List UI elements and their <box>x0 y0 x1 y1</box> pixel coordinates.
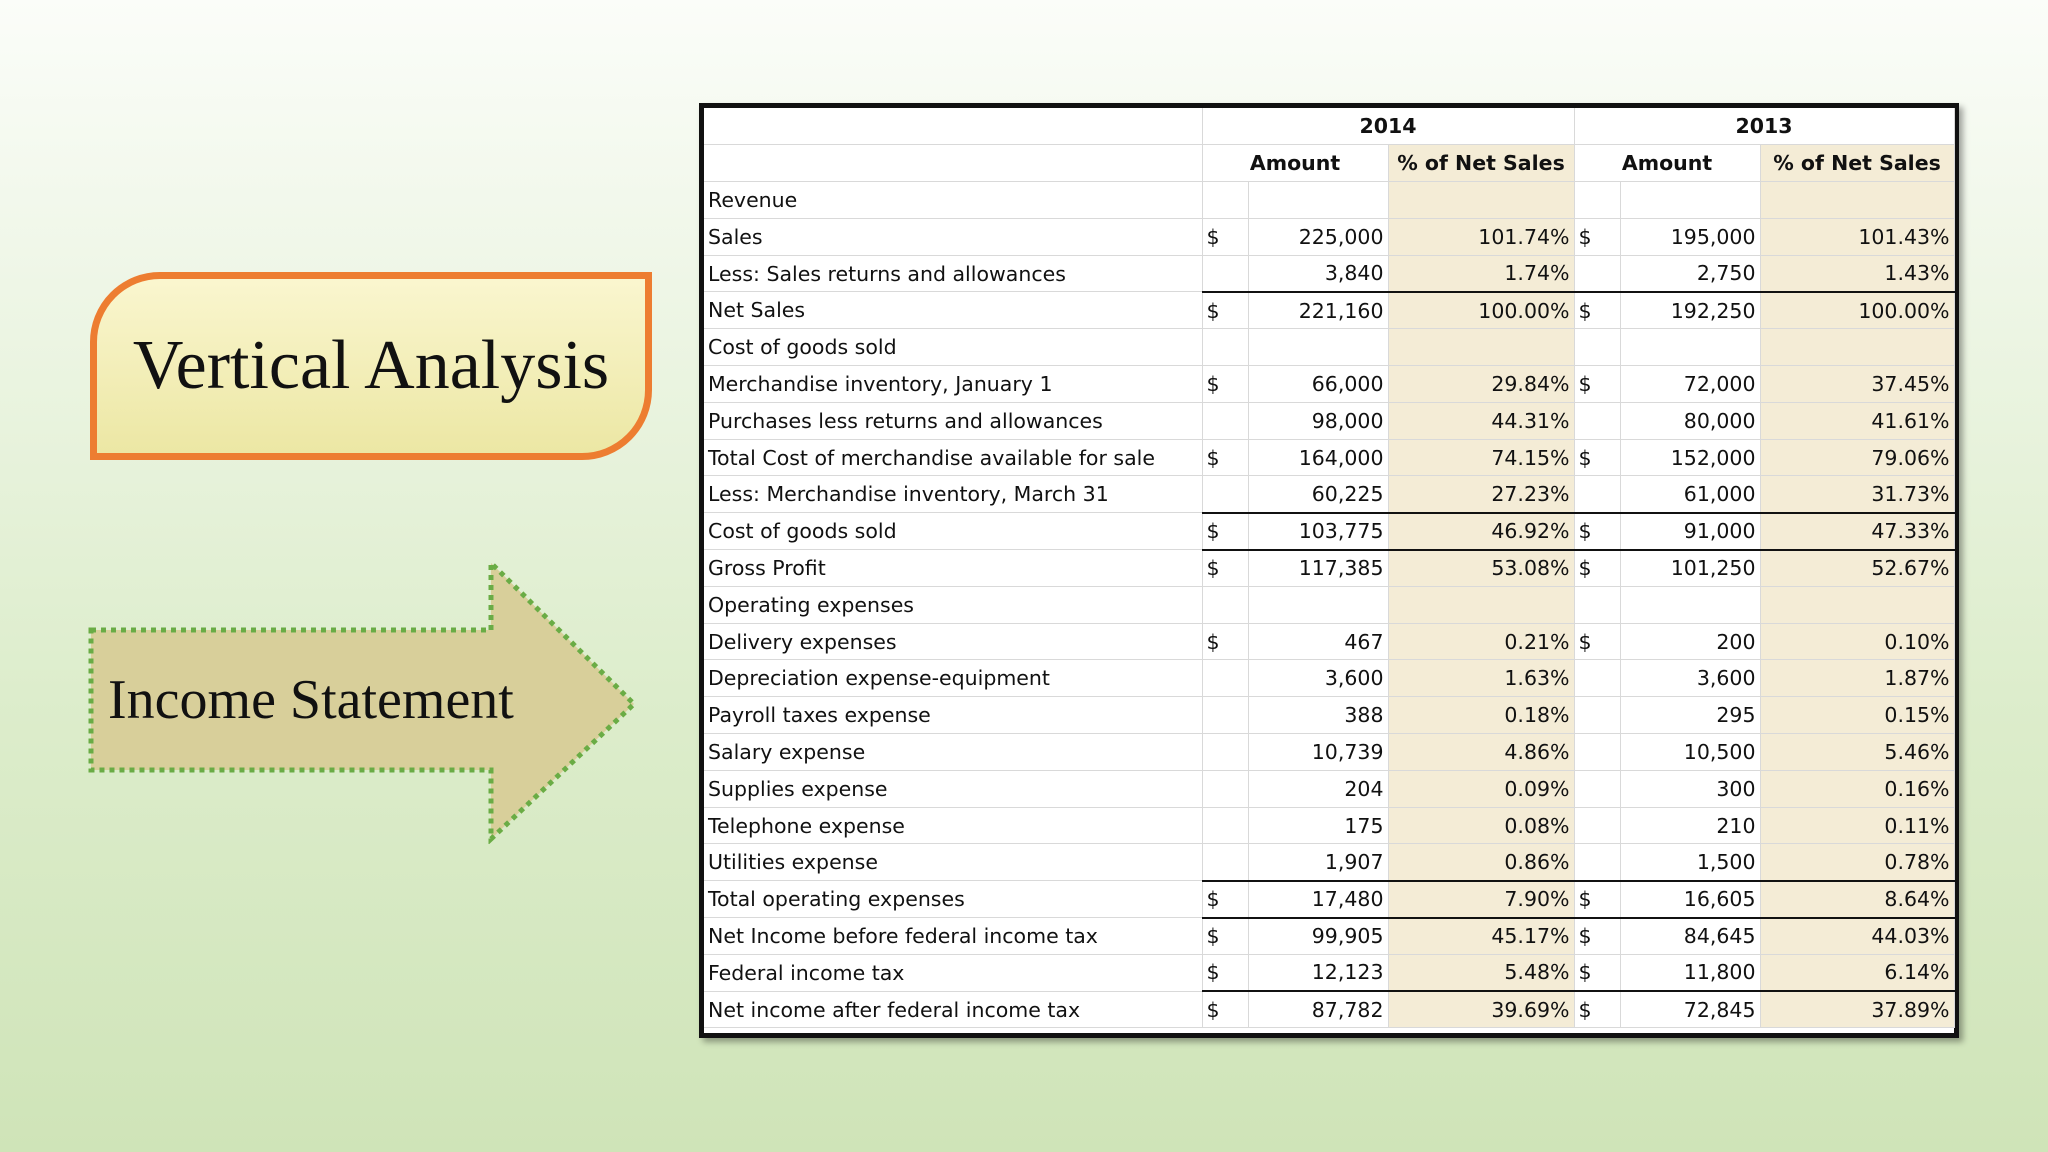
amount-2014: 87,782 <box>1248 991 1388 1028</box>
table-row <box>704 402 1954 439</box>
dollar-cell <box>1574 586 1620 623</box>
amount-2013: 295 <box>1620 697 1760 734</box>
pct-net-sales-2013: 8.64% <box>1760 881 1954 918</box>
dollar-sign-2013 <box>1574 255 1620 292</box>
row-label: Net Income before federal income tax <box>704 918 1202 955</box>
amount-header: Amount <box>1202 145 1388 182</box>
header-row-years <box>704 108 1954 145</box>
row-label: Cost of goods sold <box>704 329 1202 366</box>
pct-cell <box>1760 329 1954 366</box>
amount-2013: 61,000 <box>1620 476 1760 513</box>
row-label: Purchases less returns and allowances <box>704 402 1202 439</box>
table-row <box>704 807 1954 844</box>
pct-net-sales-2014: 44.31% <box>1388 402 1574 439</box>
table-row <box>704 660 1954 697</box>
callout-title: Vertical Analysis <box>132 327 610 404</box>
amount-cell <box>1248 182 1388 219</box>
row-label: Utilities expense <box>704 844 1202 881</box>
amount-2014: 103,775 <box>1248 513 1388 550</box>
pct-net-sales-2014: 0.21% <box>1388 623 1574 660</box>
dollar-sign-2013 <box>1574 807 1620 844</box>
amount-2013: 72,000 <box>1620 366 1760 403</box>
row-label: Total Cost of merchandise available for sale <box>704 439 1202 476</box>
row-label: Supplies expense <box>704 770 1202 807</box>
amount-2013: 195,000 <box>1620 218 1760 255</box>
dollar-sign-2014: $ <box>1202 881 1248 918</box>
dollar-sign-2013: $ <box>1574 918 1620 955</box>
pct-net-sales-2014: 100.00% <box>1388 292 1574 329</box>
amount-2014: 66,000 <box>1248 366 1388 403</box>
dollar-sign-2013: $ <box>1574 991 1620 1028</box>
amount-2013: 11,800 <box>1620 954 1760 991</box>
table-row <box>704 255 1954 292</box>
year-header-2014: 2014 <box>1202 108 1574 145</box>
vertical-analysis-table <box>704 108 1955 1028</box>
pct-header: % of Net Sales <box>1388 145 1574 182</box>
row-label: Salary expense <box>704 734 1202 771</box>
pct-net-sales-2014: 7.90% <box>1388 881 1574 918</box>
amount-2014: 12,123 <box>1248 954 1388 991</box>
pct-net-sales-2014: 5.48% <box>1388 954 1574 991</box>
pct-net-sales-2014: 1.74% <box>1388 255 1574 292</box>
amount-2014: 175 <box>1248 807 1388 844</box>
dollar-sign-2014: $ <box>1202 623 1248 660</box>
dollar-sign-2014 <box>1202 402 1248 439</box>
row-label: Depreciation expense-equipment <box>704 660 1202 697</box>
dollar-sign-2014 <box>1202 770 1248 807</box>
row-label: Delivery expenses <box>704 623 1202 660</box>
amount-2013: 152,000 <box>1620 439 1760 476</box>
pct-net-sales-2014: 39.69% <box>1388 991 1574 1028</box>
pct-net-sales-2014: 1.63% <box>1388 660 1574 697</box>
dollar-sign-2014: $ <box>1202 918 1248 955</box>
year-header-2013: 2013 <box>1574 108 1954 145</box>
pct-net-sales-2014: 74.15% <box>1388 439 1574 476</box>
pct-net-sales-2013: 44.03% <box>1760 918 1954 955</box>
table-row <box>704 991 1954 1028</box>
amount-2013: 10,500 <box>1620 734 1760 771</box>
row-label: Gross Profit <box>704 550 1202 587</box>
amount-2013: 101,250 <box>1620 550 1760 587</box>
amount-2013: 1,500 <box>1620 844 1760 881</box>
pct-net-sales-2014: 4.86% <box>1388 734 1574 771</box>
table-row <box>704 439 1954 476</box>
vertical-analysis-callout <box>90 272 652 460</box>
pct-net-sales-2013: 37.45% <box>1760 366 1954 403</box>
table-row <box>704 954 1954 991</box>
table-row <box>704 697 1954 734</box>
pct-net-sales-2014: 46.92% <box>1388 513 1574 550</box>
pct-net-sales-2013: 100.00% <box>1760 292 1954 329</box>
row-label: Total operating expenses <box>704 881 1202 918</box>
amount-2014: 98,000 <box>1248 402 1388 439</box>
row-label: Telephone expense <box>704 807 1202 844</box>
dollar-sign-2013: $ <box>1574 218 1620 255</box>
table-row <box>704 844 1954 881</box>
dollar-sign-2013 <box>1574 844 1620 881</box>
header-blank <box>704 108 1202 145</box>
pct-net-sales-2013: 79.06% <box>1760 439 1954 476</box>
row-label: Cost of goods sold <box>704 513 1202 550</box>
row-label: Payroll taxes expense <box>704 697 1202 734</box>
amount-cell <box>1248 586 1388 623</box>
amount-2014: 221,160 <box>1248 292 1388 329</box>
section-header-row <box>704 182 1954 219</box>
table-row <box>704 623 1954 660</box>
dollar-sign-2014: $ <box>1202 513 1248 550</box>
row-label: Merchandise inventory, January 1 <box>704 366 1202 403</box>
pct-net-sales-2013: 0.11% <box>1760 807 1954 844</box>
amount-2013: 91,000 <box>1620 513 1760 550</box>
header-row-columns <box>704 145 1954 182</box>
dollar-sign-2014: $ <box>1202 439 1248 476</box>
amount-2013: 16,605 <box>1620 881 1760 918</box>
dollar-sign-2014 <box>1202 734 1248 771</box>
dollar-cell <box>1202 182 1248 219</box>
dollar-sign-2014 <box>1202 844 1248 881</box>
table-body <box>704 182 1954 1028</box>
amount-2014: 388 <box>1248 697 1388 734</box>
amount-2014: 17,480 <box>1248 881 1388 918</box>
amount-2014: 204 <box>1248 770 1388 807</box>
amount-2013: 80,000 <box>1620 402 1760 439</box>
table-row <box>704 218 1954 255</box>
dollar-sign-2013: $ <box>1574 292 1620 329</box>
row-label: Net income after federal income tax <box>704 991 1202 1028</box>
row-label: Revenue <box>704 182 1202 219</box>
pct-cell <box>1388 586 1574 623</box>
dollar-sign-2014: $ <box>1202 366 1248 403</box>
pct-net-sales-2013: 0.78% <box>1760 844 1954 881</box>
pct-cell <box>1388 329 1574 366</box>
dollar-sign-2013: $ <box>1574 513 1620 550</box>
table-row <box>704 513 1954 550</box>
pct-net-sales-2013: 0.16% <box>1760 770 1954 807</box>
table-row <box>704 770 1954 807</box>
table-row <box>704 476 1954 513</box>
amount-header: Amount <box>1574 145 1760 182</box>
amount-2014: 60,225 <box>1248 476 1388 513</box>
table-row <box>704 734 1954 771</box>
pct-header: % of Net Sales <box>1760 145 1954 182</box>
dollar-sign-2013 <box>1574 476 1620 513</box>
dollar-sign-2014: $ <box>1202 218 1248 255</box>
pct-net-sales-2013: 41.61% <box>1760 402 1954 439</box>
table-row <box>704 918 1954 955</box>
dollar-sign-2013 <box>1574 734 1620 771</box>
pct-net-sales-2014: 0.18% <box>1388 697 1574 734</box>
pct-net-sales-2013: 37.89% <box>1760 991 1954 1028</box>
row-label: Federal income tax <box>704 954 1202 991</box>
table-row <box>704 292 1954 329</box>
pct-net-sales-2013: 0.10% <box>1760 623 1954 660</box>
row-label: Net Sales <box>704 292 1202 329</box>
pct-cell <box>1388 182 1574 219</box>
amount-2013: 192,250 <box>1620 292 1760 329</box>
dollar-sign-2013: $ <box>1574 954 1620 991</box>
pct-net-sales-2014: 29.84% <box>1388 366 1574 403</box>
dollar-sign-2014 <box>1202 660 1248 697</box>
dollar-sign-2014 <box>1202 255 1248 292</box>
amount-2013: 84,645 <box>1620 918 1760 955</box>
pct-net-sales-2013: 5.46% <box>1760 734 1954 771</box>
amount-2013: 72,845 <box>1620 991 1760 1028</box>
amount-2014: 99,905 <box>1248 918 1388 955</box>
dollar-sign-2014: $ <box>1202 954 1248 991</box>
income-statement-table <box>699 103 1959 1038</box>
dollar-sign-2013 <box>1574 660 1620 697</box>
amount-2014: 467 <box>1248 623 1388 660</box>
pct-cell <box>1760 586 1954 623</box>
amount-cell <box>1620 329 1760 366</box>
amount-cell <box>1620 586 1760 623</box>
row-label: Operating expenses <box>704 586 1202 623</box>
row-label: Less: Sales returns and allowances <box>704 255 1202 292</box>
dollar-sign-2014 <box>1202 697 1248 734</box>
section-header-row <box>704 586 1954 623</box>
dollar-sign-2013: $ <box>1574 881 1620 918</box>
pct-net-sales-2014: 101.74% <box>1388 218 1574 255</box>
pct-net-sales-2014: 27.23% <box>1388 476 1574 513</box>
table-row <box>704 366 1954 403</box>
amount-cell <box>1620 182 1760 219</box>
amount-2014: 3,600 <box>1248 660 1388 697</box>
pct-net-sales-2013: 6.14% <box>1760 954 1954 991</box>
pct-net-sales-2014: 0.09% <box>1388 770 1574 807</box>
amount-2013: 2,750 <box>1620 255 1760 292</box>
section-header-row <box>704 329 1954 366</box>
pct-net-sales-2014: 45.17% <box>1388 918 1574 955</box>
dollar-sign-2013 <box>1574 697 1620 734</box>
amount-2013: 3,600 <box>1620 660 1760 697</box>
amount-2014: 3,840 <box>1248 255 1388 292</box>
pct-net-sales-2013: 31.73% <box>1760 476 1954 513</box>
dollar-cell <box>1202 586 1248 623</box>
dollar-sign-2013: $ <box>1574 439 1620 476</box>
dollar-sign-2014: $ <box>1202 991 1248 1028</box>
table-row <box>704 550 1954 587</box>
amount-2013: 300 <box>1620 770 1760 807</box>
amount-2014: 164,000 <box>1248 439 1388 476</box>
row-label: Sales <box>704 218 1202 255</box>
amount-2014: 225,000 <box>1248 218 1388 255</box>
header-blank <box>704 145 1202 182</box>
dollar-sign-2013: $ <box>1574 550 1620 587</box>
pct-net-sales-2013: 1.87% <box>1760 660 1954 697</box>
dollar-sign-2013: $ <box>1574 366 1620 403</box>
dollar-sign-2013 <box>1574 402 1620 439</box>
arrow-label: Income Statement <box>108 669 514 731</box>
dollar-cell <box>1574 182 1620 219</box>
amount-2014: 10,739 <box>1248 734 1388 771</box>
pct-net-sales-2013: 47.33% <box>1760 513 1954 550</box>
dollar-sign-2014 <box>1202 807 1248 844</box>
table-row <box>704 881 1954 918</box>
dollar-cell <box>1202 329 1248 366</box>
pct-net-sales-2014: 53.08% <box>1388 550 1574 587</box>
amount-2013: 200 <box>1620 623 1760 660</box>
dollar-sign-2014: $ <box>1202 292 1248 329</box>
amount-2013: 210 <box>1620 807 1760 844</box>
dollar-sign-2014 <box>1202 476 1248 513</box>
pct-net-sales-2014: 0.08% <box>1388 807 1574 844</box>
pct-net-sales-2013: 101.43% <box>1760 218 1954 255</box>
dollar-sign-2013 <box>1574 770 1620 807</box>
pct-net-sales-2013: 0.15% <box>1760 697 1954 734</box>
pct-net-sales-2013: 1.43% <box>1760 255 1954 292</box>
dollar-sign-2014: $ <box>1202 550 1248 587</box>
amount-2014: 1,907 <box>1248 844 1388 881</box>
pct-cell <box>1760 182 1954 219</box>
pct-net-sales-2013: 52.67% <box>1760 550 1954 587</box>
row-label: Less: Merchandise inventory, March 31 <box>704 476 1202 513</box>
amount-cell <box>1248 329 1388 366</box>
amount-2014: 117,385 <box>1248 550 1388 587</box>
dollar-sign-2013: $ <box>1574 623 1620 660</box>
pct-net-sales-2014: 0.86% <box>1388 844 1574 881</box>
dollar-cell <box>1574 329 1620 366</box>
